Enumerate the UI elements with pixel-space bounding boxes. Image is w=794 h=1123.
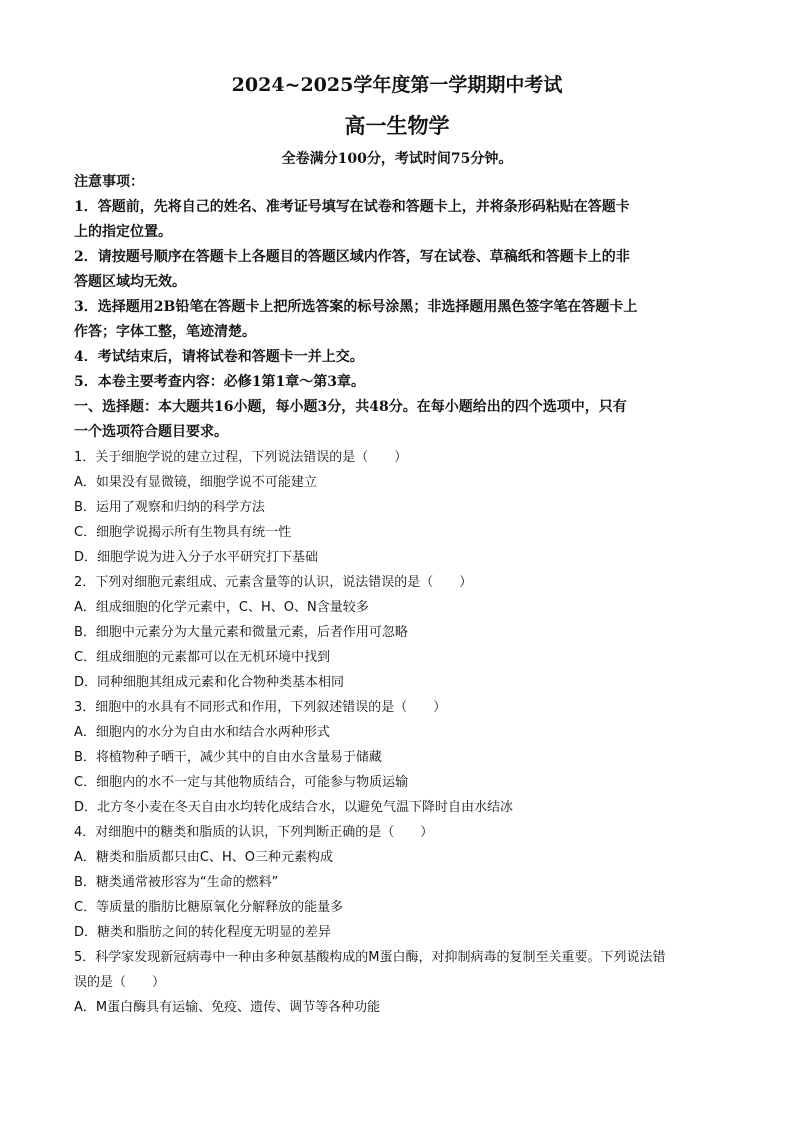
option-line: C．等质量的脂肪比糖原氧化分解释放的能量多 [74,900,344,915]
exam-body [74,170,724,1020]
option-line: D．糖类和脂肪之间的转化程度无明显的差异 [74,925,332,940]
notice-line: 4．考试结束后，请将试卷和答题卡一并上交。 [74,349,364,365]
option-line: C．细胞学说揭示所有生物具有统一性 [74,525,292,540]
exam-title: 2024~2025学年度第一学期期中考试 [231,74,563,96]
subject-title: 高一生物学 [344,113,450,138]
notice-heading: 注意事项： [74,174,144,190]
option-line: D．同种细胞其组成元素和化合物种类基本相同 [74,675,345,690]
question-stem: 1．关于细胞学说的建立过程，下列说法错误的是（ ） [74,450,408,465]
question-stem: 5．科学家发现新冠病毒中一种由多种氨基酸构成的M蛋白酶，对抑制病毒的复制至关重要。下列说法错 [74,950,666,965]
option-line: C．组成细胞的元素都可以在无机环境中找到 [74,650,331,665]
option-line: A．M蛋白酶具有运输、免疫、遗传、调节等各种功能 [74,1000,381,1015]
option-line: A．如果没有显微镜，细胞学说不可能建立 [74,475,317,490]
notice-line: 上的指定位置。 [74,224,172,240]
option-line: A．糖类和脂质都只由C、H、O三种元素构成 [74,850,333,865]
question-stem: 4．对细胞中的糖类和脂质的认识，下列判断正确的是（ ） [74,825,434,840]
question-stem: 2．下列对细胞元素组成、元素含量等的认识，说法错误的是（ ） [74,575,473,590]
notice-line: 3．选择题用2B铅笔在答题卡上把所选答案的标号涂黑；非选择题用黑色签字笔在答题卡上 [74,299,638,315]
option-line: A．组成细胞的化学元素中，C、H、O、N含量较多 [74,600,369,615]
option-line: D．北方冬小麦在冬天自由水均转化成结合水，以避免气温下降时自由水结冰 [74,800,514,815]
option-line: D．细胞学说为进入分子水平研究打下基础 [74,550,319,565]
notice-line: 作答；字体工整，笔迹清楚。 [74,324,256,340]
question-stem: 3．细胞中的水具有不同形式和作用，下列叙述错误的是（ ） [74,700,447,715]
notice-line: 1．答题前，先将自己的姓名、准考证号填写在试卷和答题卡上，并将条形码粘贴在答题卡 [74,199,630,215]
section-heading: 一个选项符合题目要求。 [74,424,228,440]
section-heading: 一、选择题：本大题共16小题，每小题3分，共48分。在每小题给出的四个选项中，只有 [74,399,627,415]
question-stem: 误的是（ ） [74,975,166,990]
notice-line: 2．请按题号顺序在答题卡上各题目的答题区域内作答，写在试卷、草稿纸和答题卡上的非 [74,249,630,265]
option-line: B．糖类通常被形容为“生命的燃料” [74,875,279,890]
option-line: C．细胞内的水不一定与其他物质结合，可能参与物质运输 [74,775,409,790]
option-line: B．将植物种子晒干，减少其中的自由水含量易于储藏 [74,750,382,765]
exam-info: 全卷满分100分，考试时间75分钟。 [281,151,513,167]
option-line: A．细胞内的水分为自由水和结合水两种形式 [74,725,330,740]
notice-line: 5．本卷主要考查内容：必修1第1章～第3章。 [74,374,365,390]
notice-line: 答题区域均无效。 [74,274,186,290]
option-line: B．运用了观察和归纳的科学方法 [74,500,265,515]
option-line: B．细胞中元素分为大量元素和微量元素，后者作用可忽略 [74,625,408,640]
